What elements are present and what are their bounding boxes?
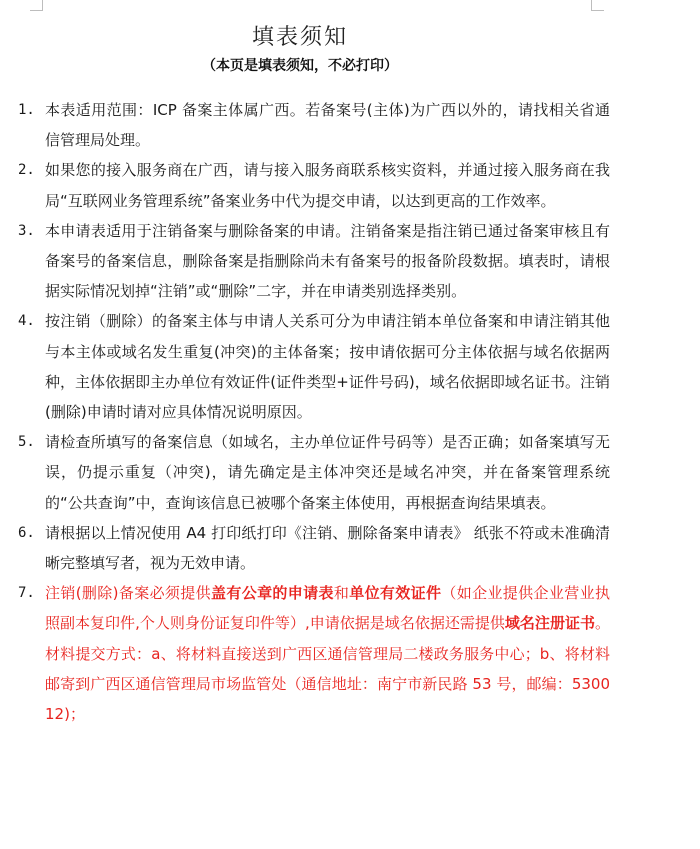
item-text: 本申请表适用于注销备案与删除备案的申请。注销备案是指注销已通过备案审核且有备案号的备案信息，删除备案是指删除尚未有备案号的报备阶段数据。填表时，请根据实际情况划掉“注销”或“删除”二字，并在申请类别选择类别。	[45, 221, 610, 301]
page-corner-mark-left	[30, 0, 43, 11]
page-subtitle: （本页是填表须知，不必打印）	[202, 58, 398, 74]
item-text-segment: 。材料提交方式：a、将材料直接送到广西区通信管理局二楼政务服务中心；b、将材料邮寄到广西区通信管理局市场监管处（通信地址：南宁市新民路 53 号，邮编：530012)；	[45, 614, 610, 724]
notice-item-1	[18, 95, 690, 155]
item-text: 请根据以上情况使用 A4 打印纸打印《注销、删除备案申请表》 纸张不符或未准确清晰完整填写者，视为无效申请。	[45, 523, 610, 573]
notice-list	[18, 95, 690, 729]
notice-item-5	[18, 427, 690, 518]
item-number: 7.	[18, 585, 35, 602]
item-number: 3.	[18, 222, 35, 239]
item-number: 5.	[18, 434, 35, 451]
item-number: 1.	[18, 102, 35, 118]
item-number: 6.	[18, 524, 35, 541]
item-text: 本表适用范围：ICP 备案主体属广西。若备案号(主体)为广西以外的，请找相关省通信管理局处理。	[45, 101, 610, 150]
item-text-segment: 和	[333, 584, 350, 603]
item-number: 4.	[18, 313, 35, 330]
item-text-segment: 注销(删除)备案必须提供	[45, 584, 211, 603]
item-text-emphasis: 盖有公章的申请表	[211, 584, 334, 603]
page-title: 填表须知	[251, 25, 348, 50]
item-text: 按注销（删除）的备案主体与申请人关系可分为申请注销本单位备案和申请注销其他与本主体或域名发生重复(冲突)的主体备案；按申请依据可分主体依据与域名依据两种，主体依据即主办单位有效证件(证件类型+证件号码)，域名依据即域名证书。注销(删除)申请时请对应具体情况说明原因。	[45, 312, 610, 422]
item-text-segment: （如企业提供企业营业执照副本复印件,个人则身份证复印件等）,申请依据是域名依据还需提供	[45, 584, 610, 633]
item-number: 2.	[18, 162, 35, 179]
notice-item-7	[18, 578, 690, 729]
item-text-emphasis: 域名注册证书	[504, 614, 595, 633]
notice-item-3	[18, 216, 690, 307]
item-text: 如果您的接入服务商在广西，请与接入服务商联系核实资料，并通过接入服务商在我局“互联网业务管理系统”备案业务中代为提交申请，以达到更高的工作效率。	[45, 161, 610, 210]
item-text: 请检查所填写的备案信息（如域名，主办单位证件号码等）是否正确；如备案填写无误，仍提示重复（冲突)，请先确定是主体冲突还是域名冲突，并在备案管理系统的“公共查询”中，查询该信息已被哪个备案主体使用，再根据查询结果填表。	[45, 433, 610, 512]
notice-item-4	[18, 306, 690, 427]
item-text-emphasis: 单位有效证件	[349, 584, 442, 603]
notice-item-6	[18, 518, 690, 578]
item-text-highlighted	[45, 578, 610, 729]
page-corner-mark-right	[591, 0, 604, 11]
notice-item-2	[18, 155, 690, 215]
